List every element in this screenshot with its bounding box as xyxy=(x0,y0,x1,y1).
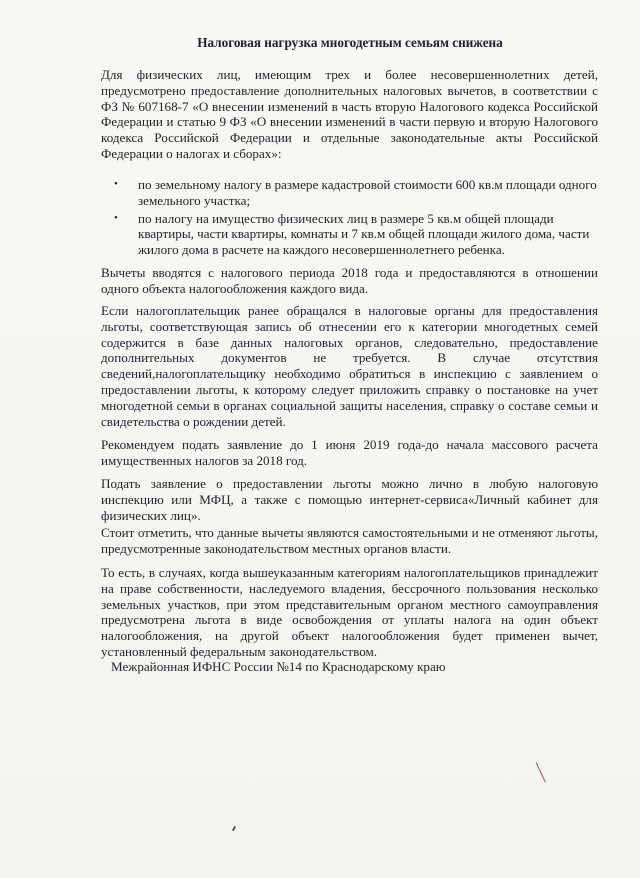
paragraph-submission: Подать заявление о предоставлении льготы можно лично в любую налоговую инспекцию или МФЦ, а также с помощью интернет-сервиса«Личный кабинет для физических лиц». xyxy=(101,476,598,523)
pen-mark xyxy=(536,759,553,782)
paragraph-application: Если налогоплательщик ранее обращался в налоговые органы для предоставления льготы, соответствующая запись об отнесении его к категории многодетных семей содержится в базе данных налоговых органов, следовательно, предоставление дополнительных документов не требуется. В случае отсутствия сведений,налогоплательщику необходимо обратиться в инспекцию с заявлением о предоставлении льготы, к которому следует приложить справку о постановке на учет многодетной семьи в органах социальной защиты населения, справку о составе семьи и свидетельства о рождении детей. xyxy=(101,303,598,429)
paragraph-period: Вычеты вводятся с налогового периода 2018 года и предоставляются в отношении одного объекта налогообложения каждого вида. xyxy=(101,265,598,296)
paragraph-recommendation: Рекомендуем подать заявление до 1 июня 2019 года-до начала массового расчета имущественных налогов за 2018 год. xyxy=(101,437,598,468)
intro-paragraph: Для физических лиц, имеющим трех и более несовершеннолетних детей, предусмотрено предоставление дополнительных налоговых вычетов, в соответствии с ФЗ № 607168-7 «О внесении изменений в часть вторую Налогового кодекса Российской Федерации и статью 9 ФЗ «О внесении изменений в части первую и вторую Налогового кодекса Российской Федерации и отдельные законодательные акты Российской Федерации о налогах и сборах»: xyxy=(101,67,598,161)
signature: Межрайонная ИФНС России №14 по Краснодарскому краю xyxy=(111,659,446,674)
document-title: Налоговая нагрузка многодетным семьям снижена xyxy=(197,35,503,50)
paragraph-example: То есть, в случаях, когда вышеуказанным категориям налогоплательщиков принадлежит на праве собственности, наследуемого владения, бессрочного пользования несколько земельных участков, при этом представительным органом местного самоуправления предусмотрена льгота в виде освобождения от уплаты налога на один объект налогообложения, на другой объект налогообложения будет применен вычет, установленный федеральным законодательством. xyxy=(101,565,598,659)
deduction-list xyxy=(114,177,598,260)
paragraph-note: Стоит отметить, что данные вычеты являются самостоятельными и не отменяют льготы, предусмотренные законодательством местных органов власти. xyxy=(101,525,598,556)
list-item xyxy=(114,177,598,209)
list-item xyxy=(114,211,598,258)
bullet-icon: • xyxy=(114,211,118,224)
list-item-text: по земельному налогу в размере кадастровой стоимости 600 кв.м площади одного земельного участка; xyxy=(138,177,597,208)
bullet-icon: • xyxy=(114,178,118,190)
ink-dot xyxy=(232,826,236,831)
list-item-text: по налогу на имущество физических лиц в размере 5 кв.м общей площади квартиры, части квартиры, комнаты и 7 кв.м общей площади жилого дома, части жилого дома в расчете на каждого несовершеннолетнего ребенка. xyxy=(138,210,590,258)
